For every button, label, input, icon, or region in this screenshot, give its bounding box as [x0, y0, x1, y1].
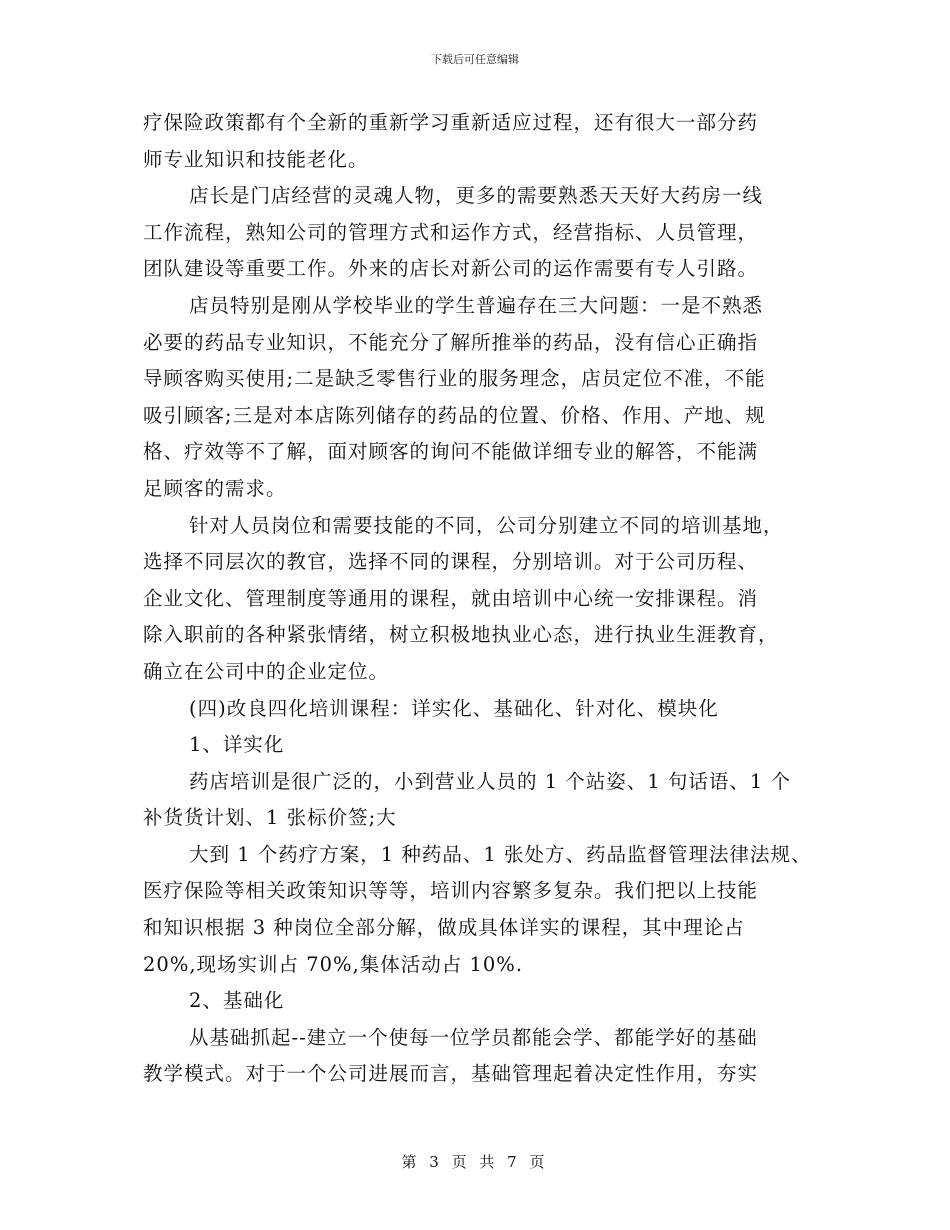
text-line: 必要的药品专业知识，不能充分了解所推举的药品，没有信心正确指: [143, 330, 759, 354]
text-line: 工作流程，熟知公司的管理方式和运作方式，经营指标、人员管理，: [143, 220, 759, 244]
text-line: 选择不同层次的教官，选择不同的课程，分别培训。对于公司历程、: [143, 550, 759, 574]
text-line: 团队建设等重要工作。外来的店长对新公司的运作需要有专人引路。: [143, 257, 759, 281]
text-line: 格、疗效等不了解，面对顾客的询问不能做详细专业的解答，不能满: [143, 440, 759, 464]
page-header: 下载后可任意编辑: [431, 53, 519, 66]
text-line: 医疗保险等相关政策知识等等，培训内容繁多复杂。我们把以上技能: [143, 879, 759, 903]
text-line: 1、详实化: [189, 733, 285, 757]
text-line: 补货货计划、1 张标价签;大: [143, 806, 397, 830]
text-line: 导顾客购买使用;二是缺乏零售行业的服务理念，店员定位不准，不能: [143, 367, 766, 391]
text-line: (四)改良四化培训课程：详实化、基础化、针对化、模块化: [189, 696, 719, 720]
text-line: 店员特别是刚从学校毕业的学生普遍存在三大问题：一是不熟悉: [189, 293, 764, 317]
text-line: 和知识根据 3 种岗位全部分解，做成具体详实的课程，其中理论占: [143, 916, 745, 940]
text-line: 从基础抓起--建立一个使每一位学员都能会学、都能学好的基础: [189, 1025, 758, 1049]
text-line: 大到 1 个药疗方案，1 种药品、1 张处方、药品监督管理法律法规、: [189, 842, 812, 866]
text-line: 吸引顾客;三是对本店陈列储存的药品的位置、价格、作用、产地、规: [143, 403, 766, 427]
text-line: 2、基础化: [189, 989, 285, 1013]
text-line: 药店培训是很广泛的，小到营业人员的 1 个站姿、1 句话语、1 个: [189, 769, 792, 793]
text-line: 20%,现场实训占 70%,集体活动占 10%.: [143, 952, 524, 976]
document-body: [143, 105, 823, 1093]
text-line: 师专业知识和技能老化。: [143, 147, 369, 171]
text-line: 针对人员岗位和需要技能的不同，公司分别建立不同的培训基地，: [189, 513, 784, 537]
text-line: 除入职前的各种紧张情绪，树立积极地执业心态，进行执业生涯教育，: [143, 623, 779, 647]
text-line: 教学模式。对于一个公司进展而言，基础管理起着决定性作用，夯实: [143, 1062, 759, 1086]
page-footer: 第 3 页 共 7 页: [401, 1153, 549, 1171]
text-line: 确立在公司中的企业定位。: [143, 659, 390, 683]
text-line: 企业文化、管理制度等通用的课程，就由培训中心统一安排课程。消: [143, 586, 759, 610]
text-line: 足顾客的需求。: [143, 476, 287, 500]
text-line: 疗保险政策都有个全新的重新学习重新适应过程，还有很大一部分药: [143, 111, 759, 134]
text-line: 店长是门店经营的灵魂人物，更多的需要熟悉天天好大药房一线: [189, 184, 764, 208]
